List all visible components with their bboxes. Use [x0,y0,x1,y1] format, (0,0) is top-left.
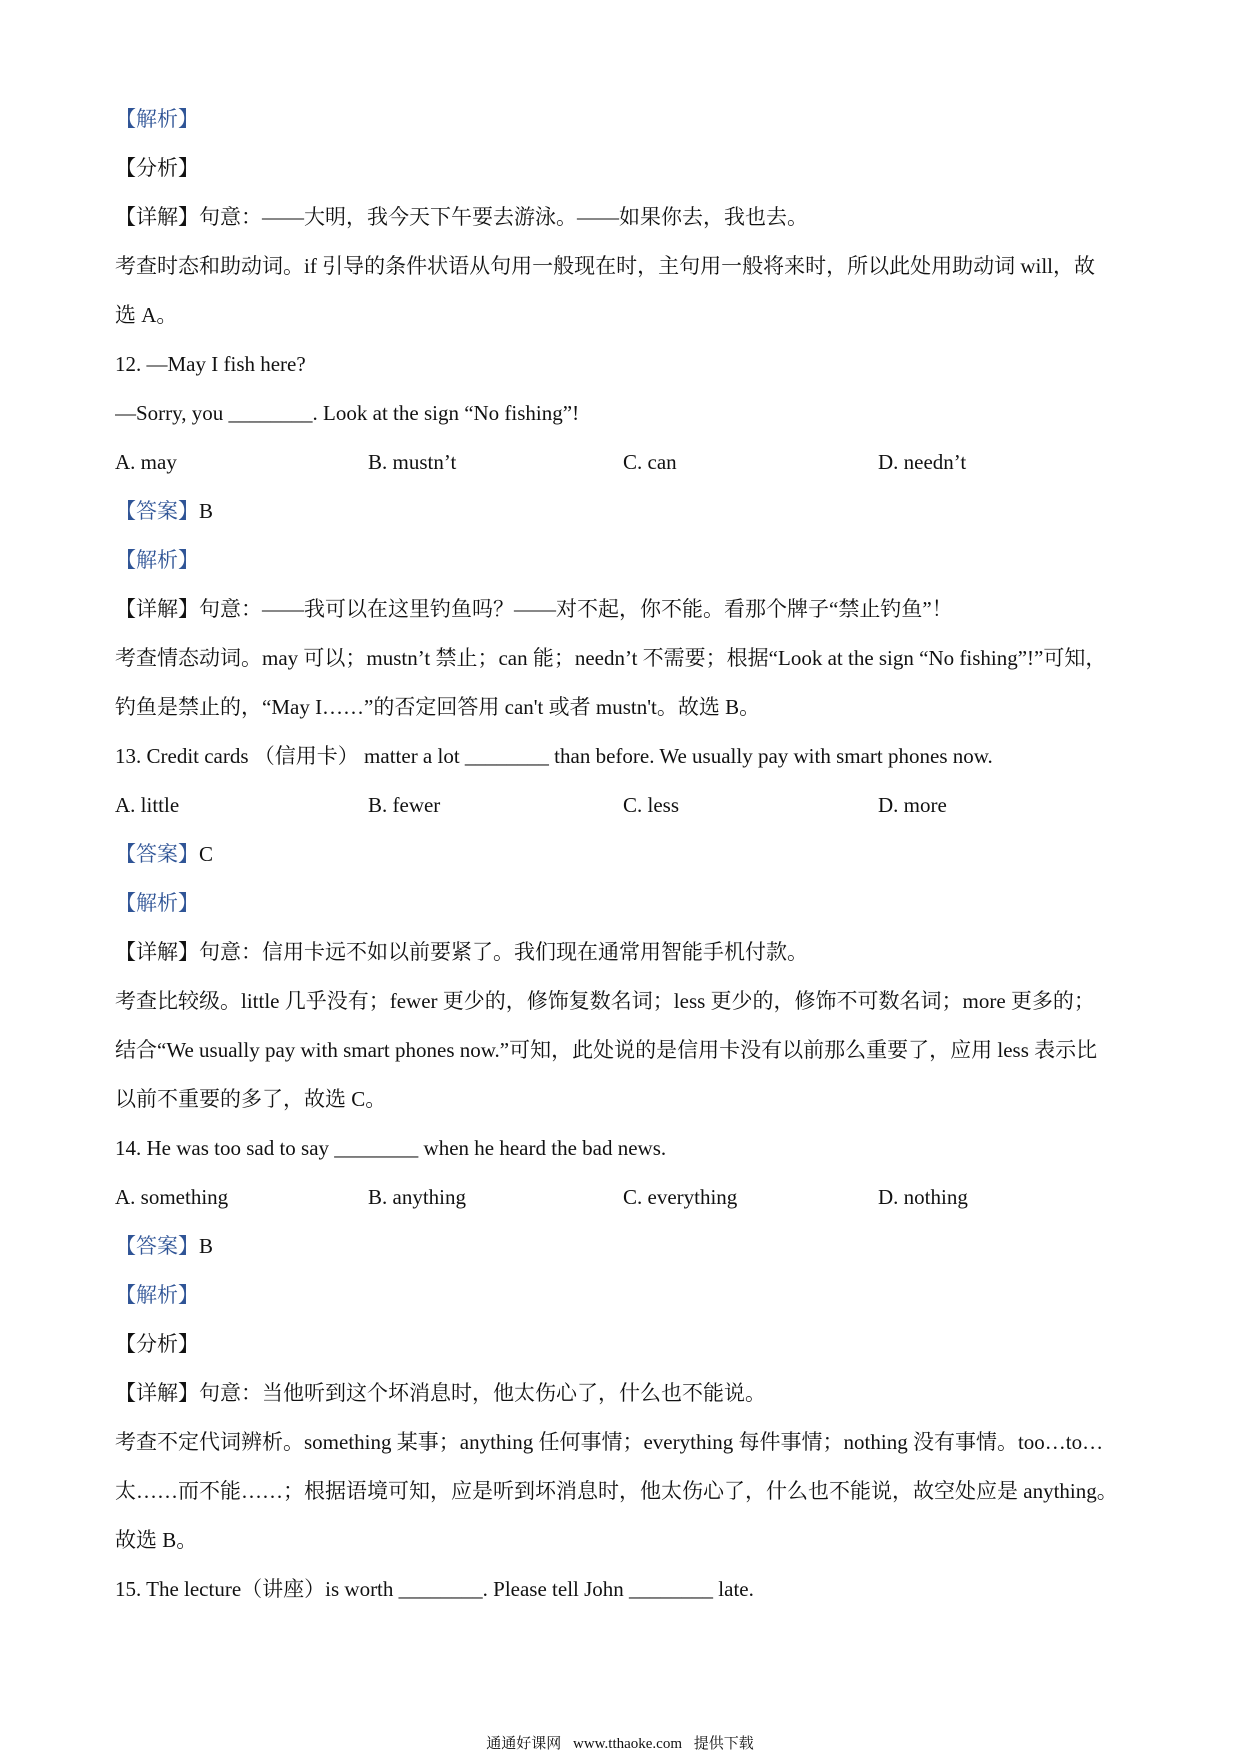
q13-detail [115,928,1133,977]
q12-detail-text: 句意：——我可以在这里钓鱼吗？——对不起，你不能。看那个牌子“禁止钓鱼”！ [199,597,953,621]
q14-fenxi-heading: 【分析】 [115,1332,199,1356]
q14-options [115,1173,1133,1222]
q12-answer [115,487,1133,536]
q14-option-c: C. everything [623,1185,738,1209]
q14-explanation-line: 太……而不能……；根据语境可知，应是听到坏消息时，他太伤心了，什么也不能说，故空处应是 anything。 [115,1479,1118,1503]
q13-stem: 13. Credit cards （信用卡） matter a lot ________ than before. We usually pay with smart phones now. [115,744,993,768]
page-footer [0,1735,1240,1753]
q14-option-a: A. something [115,1185,229,1209]
q12-stem-line: —Sorry, you ________. Look at the sign “No fishing”! [115,401,580,425]
q13-explanation-line: 以前不重要的多了，故选 C。 [115,1087,387,1111]
q15-stem: 15. The lecture（讲座）is worth ________. Please tell John ________ late. [115,1577,754,1601]
q11-detail-label: 【详解】 [115,205,199,229]
q14-detail-label: 【详解】 [115,1381,199,1405]
q12-explanation-line: 钓鱼是禁止的，“May I……”的否定回答用 can't 或者 mustn't。故选 B。 [115,695,761,719]
q13-answer [115,830,1133,879]
q12-analysis-heading: 【解析】 [115,548,199,572]
q14-detail [115,1369,1133,1418]
q14-analysis-heading: 【解析】 [115,1283,199,1307]
q13-options [115,781,1133,830]
q12-options [115,438,1133,487]
q12-option-c: C. can [623,450,677,474]
q14-option-b: B. anything [368,1185,466,1209]
q13-explanation-line: 结合“We usually pay with smart phones now.”可知，此处说的是信用卡没有以前那么重要了，应用 less 表示比 [115,1038,1098,1062]
q13-answer-value: C [199,842,214,866]
q13-answer-label: 【答案】 [115,842,199,866]
q12-explanation-line: 考查情态动词。may 可以；mustn’t 禁止；can 能；needn’t 不需要；根据“Look at the sign “No fishing”!”可知， [115,646,1107,670]
q11-fenxi-heading: 【分析】 [115,156,199,180]
q11-analysis-heading: 【解析】 [115,107,199,131]
document-body [115,95,1133,1614]
q14-explanation-line: 故选 B。 [115,1528,198,1552]
q12-detail [115,585,1133,634]
q12-option-a: A. may [115,450,177,474]
q11-explanation-line: 选 A。 [115,303,178,327]
q12-stem-line: 12. —May I fish here? [115,352,306,376]
q12-answer-value: B [199,499,214,523]
q14-answer-value: B [199,1234,214,1258]
q11-detail-text: 句意：——大明，我今天下午要去游泳。——如果你去，我也去。 [199,205,808,229]
q12-detail-label: 【详解】 [115,597,199,621]
q14-option-d: D. nothing [878,1185,968,1209]
q13-analysis-heading: 【解析】 [115,891,199,915]
q13-option-c: C. less [623,793,680,817]
q13-option-d: D. more [878,793,947,817]
q13-option-b: B. fewer [368,793,441,817]
footer-note: 提供下载 [693,1736,754,1752]
q13-explanation-line: 考查比较级。little 几乎没有；fewer 更少的，修饰复数名词；less 更少的，修饰不可数名词；more 更多的； [115,989,1095,1013]
footer-site-name: 通通好课网 [486,1736,562,1752]
q14-answer-label: 【答案】 [115,1234,199,1258]
q14-detail-text: 句意：当他听到这个坏消息时，他太伤心了，什么也不能说。 [199,1381,766,1405]
q14-explanation-line: 考查不定代词辨析。something 某事；anything 任何事情；everything 每件事情；nothing 没有事情。too…to… [115,1430,1104,1454]
q13-detail-label: 【详解】 [115,940,199,964]
footer-url: www.tthaoke.com [573,1736,682,1752]
q12-option-d: D. needn’t [878,450,967,474]
q11-detail [115,193,1133,242]
q13-detail-text: 句意：信用卡远不如以前要紧了。我们现在通常用智能手机付款。 [199,940,808,964]
q14-stem: 14. He was too sad to say ________ when he heard the bad news. [115,1136,667,1160]
q12-answer-label: 【答案】 [115,499,199,523]
q11-explanation-line: 考查时态和助动词。if 引导的条件状语从句用一般现在时，主句用一般将来时，所以此处用助动词 will，故 [115,254,1095,278]
q14-answer [115,1222,1133,1271]
q13-option-a: A. little [115,793,180,817]
q12-option-b: B. mustn’t [368,450,457,474]
